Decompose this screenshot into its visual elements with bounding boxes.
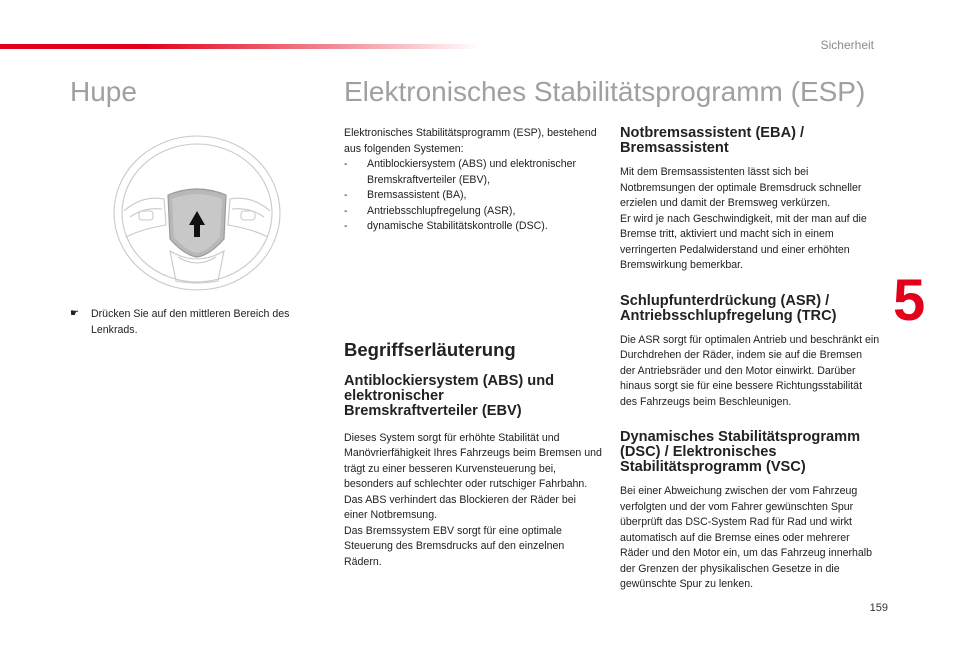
chapter-number: 5 — [893, 268, 926, 333]
esp-column-left — [344, 126, 602, 570]
abs-paragraph: Dieses System sorgt für erhöhte Stabilität und Manövrierfähigkeit Ihres Fahrzeugs beim Bremsen und trägt zu einer besseren Kurvensteuerung bei, besonders auf schlechter oder rutschiger Fahrbahn. — [344, 431, 602, 490]
dsc-body — [620, 484, 880, 593]
esp-intro: Elektronisches Stabilitätsprogramm (ESP), bestehend aus folgenden Systemen: — [344, 127, 597, 155]
page-number: 159 — [869, 602, 888, 614]
steering-wheel-illustration — [112, 133, 282, 293]
horn-title: Hupe — [70, 76, 137, 107]
asr-title: Schlupfunterdrückung (ASR) / Antriebsschlupfregelung (TRC) — [620, 292, 837, 324]
pointing-hand-icon: ☛ — [70, 308, 79, 319]
eba-paragraph: Mit dem Bremsassistenten lässt sich bei Notbremsungen der optimale Bremsdruck schneller erzielen und damit der Bremsweg verkürzen. — [620, 166, 862, 209]
asr-body — [620, 333, 880, 411]
horn-instruction — [70, 306, 328, 338]
esp-column-right — [620, 126, 880, 593]
abs-body — [344, 431, 602, 571]
eba-paragraph: Er wird je nach Geschwindigkeit, mit der man auf die Bremse tritt, aktiviert und macht sich in einem verringerten Pedalwiderstand und einer erhöhten Bremswirkung bemerkbar. — [620, 212, 867, 271]
list-item: - Bremsassistent (BA), — [344, 188, 602, 204]
eba-title: Notbremsassistent (EBA) / Bremsassistent — [620, 125, 805, 156]
list-item: - Antriebsschlupfregelung (ASR), — [344, 204, 602, 220]
abs-paragraph: Das ABS verhindert das Blockieren der Räder bei einer Notbremsung. — [344, 493, 577, 521]
dsc-title: Dynamisches Stabilitätsprogramm (DSC) / Elektronisches Stabilitätsprogramm (VSC) — [620, 429, 861, 475]
abs-paragraph: Das Bremssystem EBV sorgt für eine optimale Steuerung des Bremsdrucks auf den einzelnen Rädern. — [344, 524, 565, 568]
dsc-paragraph: Bei einer Abweichung zwischen der vom Fahrzeug verfolgten und der vom Fahrer gewünschten Spur überprüft das DSC-System Rad für Rad und wirkt automatisch auf die Bremse eines oder mehrerer Räder und den Motor ein, um das Fahrzeug innerhalb der Grenzen der physikalischen Gesetze in die gewünschte Spur zu lenken. — [620, 485, 873, 590]
glossary-title: Begriffserläuterung — [344, 338, 516, 360]
esp-systems-list — [344, 157, 602, 235]
horn-instruction-text: Drücken Sie auf den mittleren Bereich des Lenkrads. — [91, 308, 290, 336]
header-accent-bar — [0, 44, 480, 49]
list-item: - dynamische Stabilitätskontrolle (DSC). — [344, 219, 602, 235]
section-name: Sicherheit — [820, 38, 874, 52]
esp-title: Elektronisches Stabilitätsprogramm (ESP) — [344, 76, 866, 107]
asr-paragraph: Die ASR sorgt für optimalen Antrieb und beschränkt ein Durchdrehen der Räder, indem sie auf die Bremsen der Antriebsräder und den Motor einwirkt. Darüber hinaus sorgt sie für eine bessere Richtungsstabilität des Fahrzeugs beim Beschleunigen. — [620, 333, 880, 408]
list-item: - Antiblockiersystem (ABS) und elektronischer Bremskraftverteiler (EBV), — [344, 157, 602, 188]
eba-body — [620, 165, 880, 274]
abs-title: Antiblockiersystem (ABS) und elektronischer Bremskraftverteiler (EBV) — [344, 372, 555, 419]
